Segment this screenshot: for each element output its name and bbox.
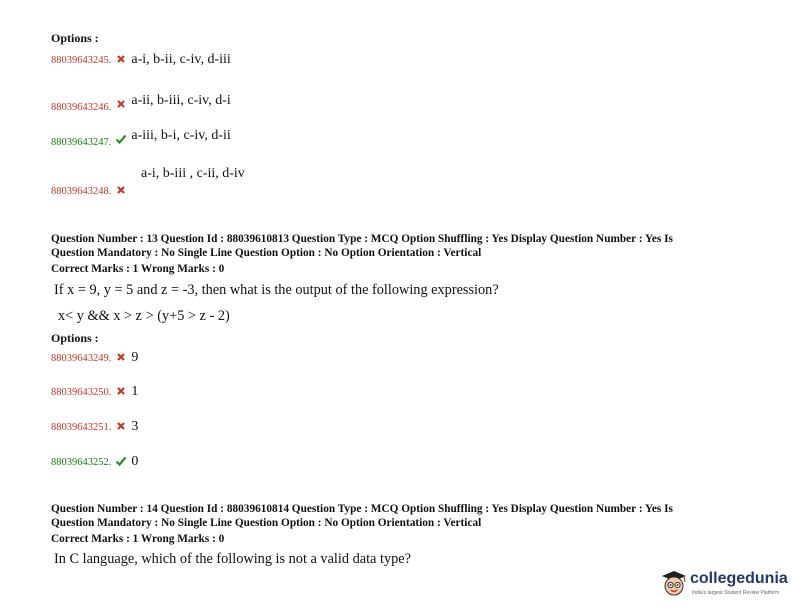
option-text: 9 (131, 350, 139, 365)
option-text: a-i, b-iii , c-ii, d-iv (141, 166, 245, 181)
cross-icon (115, 351, 127, 363)
option-row (51, 382, 138, 400)
option-row (51, 348, 138, 366)
check-icon (115, 133, 127, 145)
option-id: 88039643247. (51, 137, 112, 148)
option-row (51, 417, 138, 435)
logo-name: collegedunia (690, 570, 788, 587)
collegedunia-logo (660, 566, 792, 606)
option-id: 88039643246. (51, 102, 112, 113)
cross-icon (115, 53, 127, 65)
option-row (51, 452, 138, 470)
cross-icon (115, 420, 127, 432)
option-text: 1 (131, 384, 139, 399)
mascot-icon (660, 568, 688, 598)
logo-tagline: India's largest Student Review Platform (692, 590, 780, 596)
option-row (51, 91, 231, 113)
option-id: 88039643252. (51, 457, 112, 468)
option-id: 88039643248. (51, 186, 112, 197)
option-text: 3 (131, 419, 139, 434)
option-text: a-iii, b-i, c-iv, d-ii (131, 128, 231, 143)
option-id: 88039643251. (51, 422, 112, 433)
option-row (51, 181, 127, 199)
option-text: a-ii, b-iii, c-iv, d-i (131, 93, 231, 108)
option-id: 88039643250. (51, 387, 112, 398)
question-meta-line: Question Number : 13 Question Id : 88039610813 Question Type : MCQ Option Shuffling : Yes Display Question Number : Yes Is (51, 233, 673, 245)
option-text: a-i, b-ii, c-iv, d-iii (131, 52, 231, 67)
options-label: Options : (51, 31, 99, 45)
cross-icon (115, 184, 127, 196)
check-icon (115, 455, 127, 467)
cross-icon (115, 98, 127, 110)
option-id: 88039643249. (51, 353, 112, 364)
option-text: 0 (131, 454, 139, 469)
option-row (51, 50, 231, 68)
question-expression: x< y && x > z > (y+5 > z - 2) (58, 308, 230, 324)
option-id: 88039643245. (51, 55, 112, 66)
question-meta-line: Question Mandatory : No Single Line Question Option : No Option Orientation : Vertical (51, 517, 482, 529)
question-meta-line: Question Number : 14 Question Id : 88039610814 Question Type : MCQ Option Shuffling : Yes Display Question Number : Yes Is (51, 503, 673, 515)
options-label: Options : (51, 331, 99, 345)
option-row (51, 126, 231, 148)
cross-icon (115, 385, 127, 397)
marks-line: Correct Marks : 1 Wrong Marks : 0 (51, 263, 225, 275)
question-meta-line: Question Mandatory : No Single Line Question Option : No Option Orientation : Vertical (51, 247, 482, 259)
marks-line: Correct Marks : 1 Wrong Marks : 0 (51, 533, 225, 545)
question-text: If x = 9, y = 5 and z = -3, then what is the output of the following expression? (54, 282, 499, 298)
question-text: In C language, which of the following is not a valid data type? (54, 551, 411, 567)
